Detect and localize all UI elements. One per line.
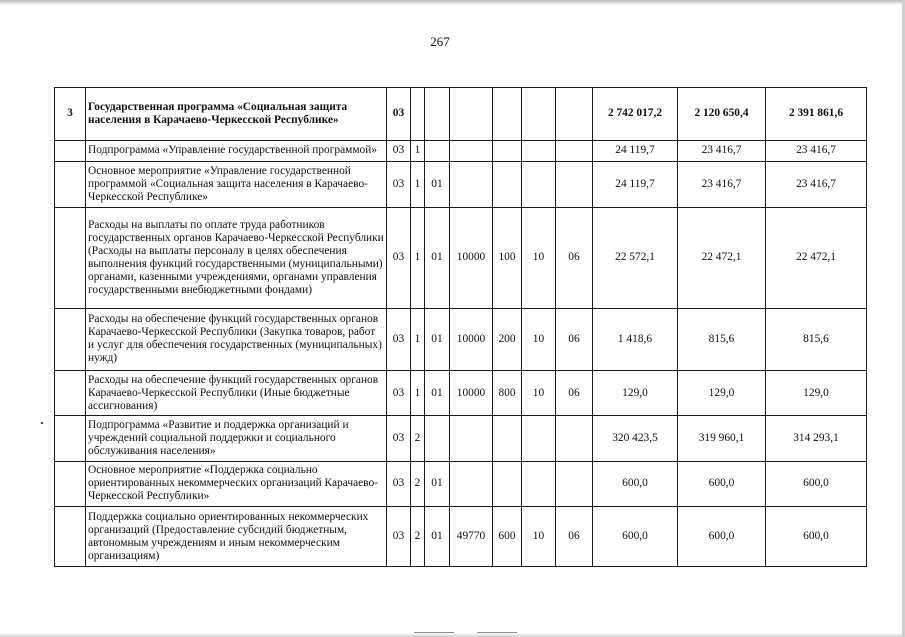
cell-amount-year-2: 23 416,7 xyxy=(678,162,766,207)
row-number xyxy=(55,461,86,506)
cell-subsection xyxy=(556,140,593,162)
row-number xyxy=(55,507,86,567)
cell-activity-code: 01 xyxy=(425,308,450,370)
cell-expense-type: 200 xyxy=(493,308,522,370)
cell-section: 10 xyxy=(522,207,556,308)
cell-subprogram-code: 2 xyxy=(411,416,425,461)
row-name: Расходы на обеспечение функций государственных органов Карачаево-Черкесской Республики (Иные бюджетные ассигнования) xyxy=(86,370,387,415)
page-number: 267 xyxy=(430,34,450,49)
cell-direction-code: 10000 xyxy=(450,370,493,415)
cell-amount-year-3: 600,0 xyxy=(766,461,867,506)
cell-expense-type: 800 xyxy=(493,370,522,415)
cell-subprogram-code: 2 xyxy=(411,461,425,506)
cell-subprogram-code xyxy=(411,88,425,141)
cell-activity-code xyxy=(425,416,450,461)
cell-activity-code: 01 xyxy=(425,507,450,567)
cell-subprogram-code: 1 xyxy=(411,308,425,370)
row-name: Расходы на обеспечение функций государственных органов Карачаево-Черкесской Республики (Закупка товаров, работ и услуг для обеспечения государственных (муниципальных) нужд) xyxy=(86,308,387,370)
cell-activity-code: 01 xyxy=(425,461,450,506)
cell-activity-code: 01 xyxy=(425,207,450,308)
cell-section xyxy=(522,140,556,162)
cell-program-code: 03 xyxy=(387,507,411,567)
cell-amount-year-1: 600,0 xyxy=(593,507,678,567)
table-row xyxy=(55,88,867,141)
cell-amount-year-2: 600,0 xyxy=(678,507,766,567)
cell-amount-year-1: 1 418,6 xyxy=(593,308,678,370)
cell-expense-type xyxy=(493,140,522,162)
cell-amount-year-2: 23 416,7 xyxy=(678,140,766,162)
table-row xyxy=(55,308,867,370)
cell-amount-year-1: 2 742 017,2 xyxy=(593,88,678,141)
cell-amount-year-3: 23 416,7 xyxy=(766,140,867,162)
cell-expense-type xyxy=(493,461,522,506)
cell-program-code: 03 xyxy=(387,207,411,308)
row-number xyxy=(55,140,86,162)
budget-table xyxy=(54,87,867,567)
cell-program-code: 03 xyxy=(387,461,411,506)
cell-direction-code: 10000 xyxy=(450,207,493,308)
cell-amount-year-2: 129,0 xyxy=(678,370,766,415)
row-number xyxy=(55,370,86,415)
row-name: Поддержка социально ориентированных некоммерческих организаций (Предоставление субсидий бюджетным, автономным учреждениям и иным некоммерческим организациям) xyxy=(86,507,387,567)
cell-amount-year-1: 22 572,1 xyxy=(593,207,678,308)
cell-direction-code xyxy=(450,461,493,506)
table-row xyxy=(55,507,867,567)
cell-direction-code xyxy=(450,88,493,141)
cell-amount-year-2: 815,6 xyxy=(678,308,766,370)
cell-subprogram-code: 1 xyxy=(411,207,425,308)
cell-subprogram-code: 1 xyxy=(411,162,425,207)
cell-section: 10 xyxy=(522,308,556,370)
table-row xyxy=(55,162,867,207)
cell-amount-year-2: 600,0 xyxy=(678,461,766,506)
cell-direction-code xyxy=(450,416,493,461)
cell-subsection: 06 xyxy=(556,207,593,308)
cell-expense-type xyxy=(493,162,522,207)
cell-section xyxy=(522,461,556,506)
cell-amount-year-1: 24 119,7 xyxy=(593,140,678,162)
scan-speck xyxy=(41,422,43,424)
cell-program-code: 03 xyxy=(387,162,411,207)
row-name: Подпрограмма «Развитие и поддержка организаций и учреждений социальной поддержки и социального обслуживания населения» xyxy=(86,416,387,461)
cell-program-code: 03 xyxy=(387,416,411,461)
cell-expense-type: 600 xyxy=(493,507,522,567)
row-name: Основное мероприятие «Поддержка социально ориентированных некоммерческих организаций Карачаево-Черкесской Республики» xyxy=(86,461,387,506)
table-row xyxy=(55,207,867,308)
cell-activity-code: 01 xyxy=(425,370,450,415)
cell-section xyxy=(522,416,556,461)
scan-edge-bottom xyxy=(0,633,905,637)
cell-subprogram-code: 2 xyxy=(411,507,425,567)
cell-amount-year-3: 129,0 xyxy=(766,370,867,415)
budget-table-body xyxy=(55,88,867,567)
cell-activity-code xyxy=(425,88,450,141)
cell-direction-code xyxy=(450,140,493,162)
cell-section: 10 xyxy=(522,370,556,415)
row-number xyxy=(55,207,86,308)
cell-direction-code xyxy=(450,162,493,207)
cell-activity-code: 01 xyxy=(425,162,450,207)
cell-direction-code: 10000 xyxy=(450,308,493,370)
cell-subsection: 06 xyxy=(556,370,593,415)
table-row xyxy=(55,461,867,506)
cell-direction-code: 49770 xyxy=(450,507,493,567)
row-number: 3 xyxy=(55,88,86,141)
row-name: Расходы на выплаты по оплате труда работников государственных органов Карачаево-Черкесской Республики (Расходы на выплаты персоналу в целях обеспечения выполнения функций государственными (муниципальными) органами, казенными учреждениями, органами управления государственными внебюджетными фондами) xyxy=(86,207,387,308)
cell-expense-type xyxy=(493,88,522,141)
cell-activity-code xyxy=(425,140,450,162)
row-name: Основное мероприятие «Управление государственной программой «Социальная защита населения в Карачаево-Черкесской Республике» xyxy=(86,162,387,207)
row-number xyxy=(55,308,86,370)
cell-subsection: 06 xyxy=(556,507,593,567)
cell-program-code: 03 xyxy=(387,140,411,162)
cell-amount-year-3: 600,0 xyxy=(766,507,867,567)
cell-program-code: 03 xyxy=(387,88,411,141)
scan-edge-top xyxy=(0,0,905,5)
scan-line-right xyxy=(477,632,517,633)
cell-amount-year-1: 320 423,5 xyxy=(593,416,678,461)
cell-amount-year-3: 22 472,1 xyxy=(766,207,867,308)
cell-amount-year-3: 2 391 861,6 xyxy=(766,88,867,141)
cell-amount-year-1: 600,0 xyxy=(593,461,678,506)
cell-expense-type: 100 xyxy=(493,207,522,308)
cell-amount-year-1: 129,0 xyxy=(593,370,678,415)
cell-subsection xyxy=(556,416,593,461)
row-name: Государственная программа «Социальная защита населения в Карачаево-Черкесской Республике» xyxy=(86,88,387,141)
cell-section xyxy=(522,88,556,141)
table-row xyxy=(55,370,867,415)
row-number xyxy=(55,162,86,207)
table-row xyxy=(55,416,867,461)
cell-section: 10 xyxy=(522,507,556,567)
cell-amount-year-2: 2 120 650,4 xyxy=(678,88,766,141)
cell-amount-year-2: 22 472,1 xyxy=(678,207,766,308)
cell-amount-year-2: 319 960,1 xyxy=(678,416,766,461)
cell-subsection xyxy=(556,88,593,141)
cell-subprogram-code: 1 xyxy=(411,140,425,162)
scan-line-left xyxy=(414,632,454,633)
cell-subprogram-code: 1 xyxy=(411,370,425,415)
cell-subsection xyxy=(556,162,593,207)
cell-amount-year-3: 815,6 xyxy=(766,308,867,370)
cell-section xyxy=(522,162,556,207)
row-name: Подпрограмма «Управление государственной программой» xyxy=(86,140,387,162)
cell-program-code: 03 xyxy=(387,370,411,415)
cell-subsection xyxy=(556,461,593,506)
cell-amount-year-1: 24 119,7 xyxy=(593,162,678,207)
table-row xyxy=(55,140,867,162)
cell-program-code: 03 xyxy=(387,308,411,370)
cell-subsection: 06 xyxy=(556,308,593,370)
row-number xyxy=(55,416,86,461)
cell-amount-year-3: 314 293,1 xyxy=(766,416,867,461)
cell-amount-year-3: 23 416,7 xyxy=(766,162,867,207)
cell-expense-type xyxy=(493,416,522,461)
